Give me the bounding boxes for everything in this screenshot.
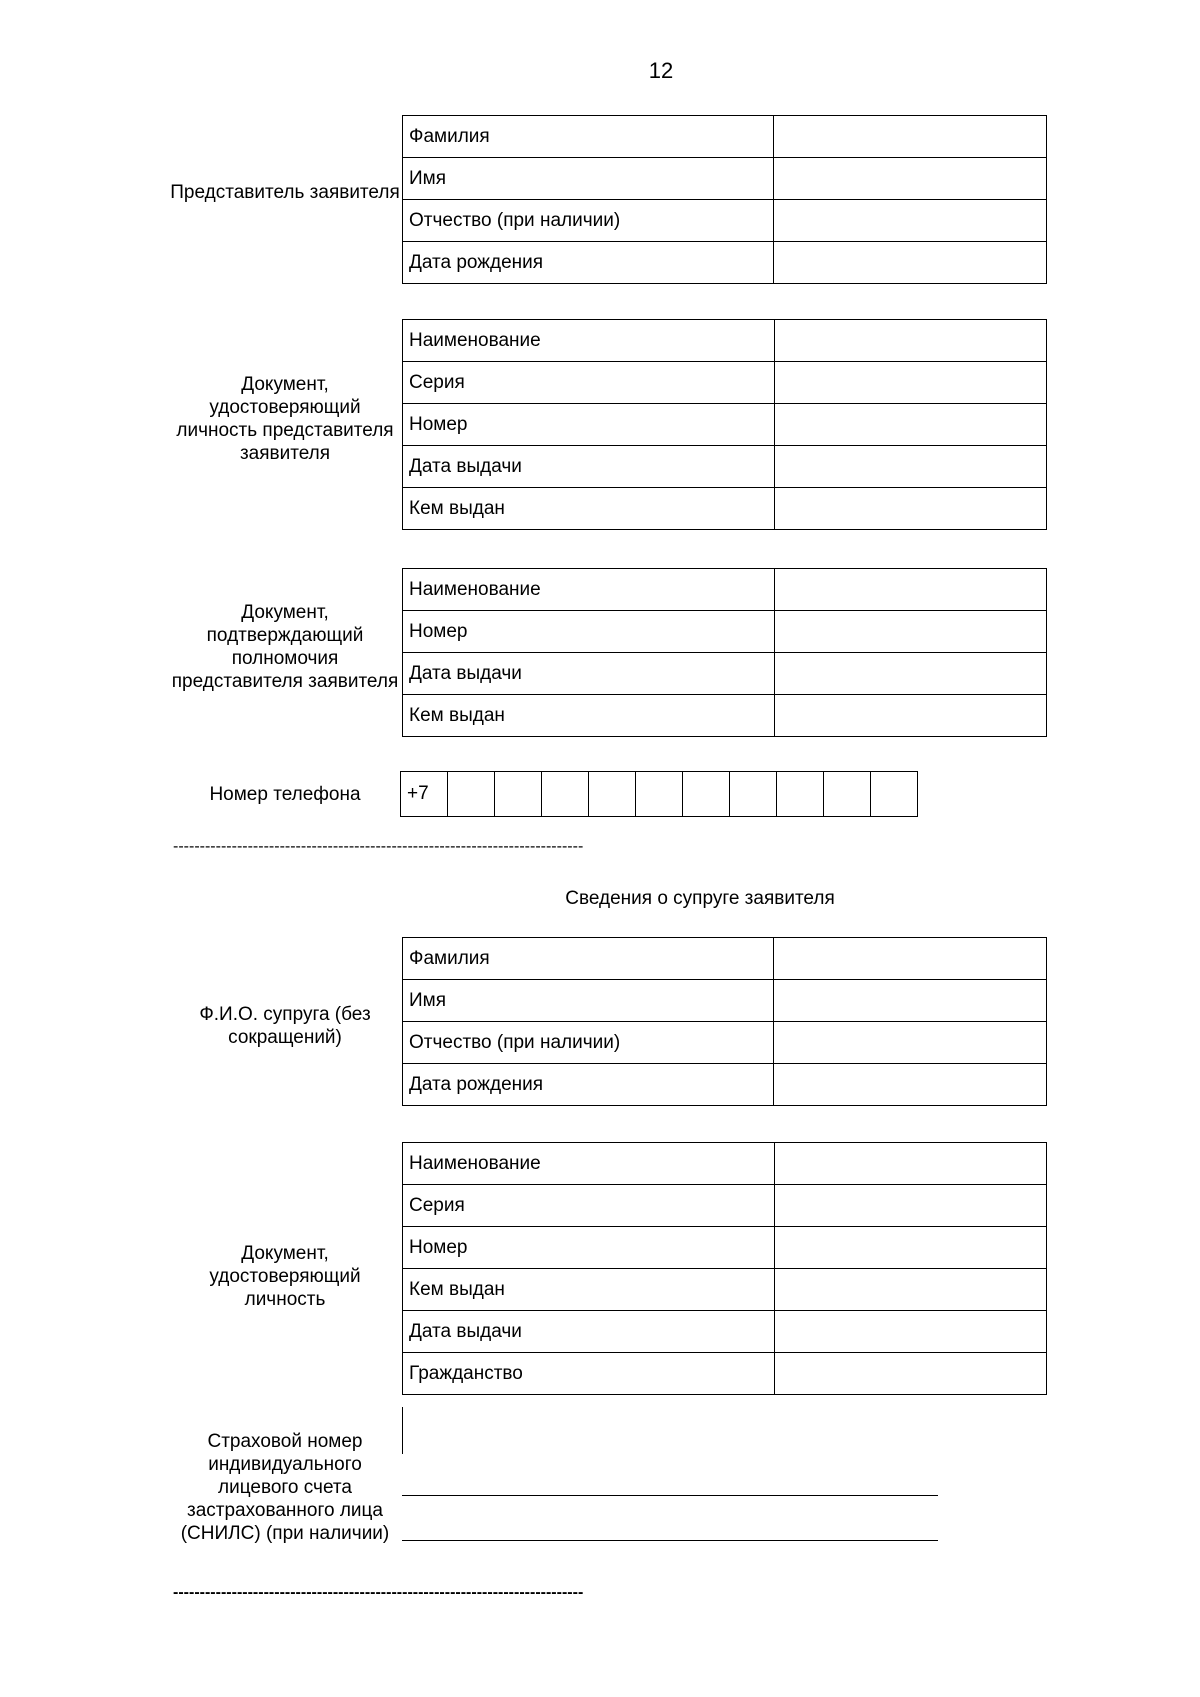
table-row: [403, 653, 1047, 695]
field-label: Дата выдачи: [403, 653, 775, 695]
field-label: Наименование: [403, 569, 775, 611]
representative-label: Представитель заявителя: [170, 182, 400, 203]
table-row: [403, 116, 1047, 158]
snils-label: Страховой номер индивидуального лицевого счета застрахованного лица (СНИЛС) (при наличии): [180, 1431, 390, 1544]
value-cell[interactable]: [774, 242, 1047, 284]
value-cell[interactable]: [774, 1353, 1046, 1395]
table-row: [403, 404, 1047, 446]
table-row: [403, 242, 1047, 284]
field-label: Фамилия: [403, 116, 774, 158]
phone-digit-cell[interactable]: [777, 772, 824, 817]
phone-digit-cell[interactable]: [683, 772, 730, 817]
value-cell[interactable]: [774, 938, 1047, 980]
separator-line: -----------------------------------------------------------------------------: [173, 1584, 584, 1601]
value-cell[interactable]: [774, 404, 1046, 446]
field-label: Серия: [403, 1185, 775, 1227]
value-cell[interactable]: [774, 488, 1046, 530]
representative-table: [402, 115, 1047, 284]
value-cell[interactable]: [774, 1143, 1046, 1185]
field-label: Гражданство: [403, 1353, 775, 1395]
phone-digit-cell[interactable]: [636, 772, 683, 817]
value-cell[interactable]: [774, 653, 1046, 695]
table-row: [403, 1064, 1047, 1106]
value-cell[interactable]: [774, 1064, 1047, 1106]
rep-identity-doc-label: Документ, удостоверяющий личность представителя заявителя: [176, 374, 394, 464]
value-cell[interactable]: [774, 446, 1046, 488]
separator-line: -----------------------------------------------------------------------------: [173, 838, 584, 855]
table-row: [403, 1022, 1047, 1064]
snils-left-border: [402, 1407, 403, 1454]
phone-prefix: +7: [401, 772, 448, 817]
phone-digit-cell[interactable]: [871, 772, 918, 817]
phone-digit-cell[interactable]: [448, 772, 495, 817]
value-cell[interactable]: [774, 980, 1047, 1022]
table-row: [403, 611, 1047, 653]
table-row: [403, 980, 1047, 1022]
spouse-identity-doc-table: [402, 1142, 1047, 1395]
field-label: Кем выдан: [403, 1269, 775, 1311]
field-label: Кем выдан: [403, 695, 775, 737]
snils-input-line[interactable]: [402, 1540, 938, 1541]
field-label: Кем выдан: [403, 488, 775, 530]
rep-authority-doc-label: Документ, подтверждающий полномочия представителя заявителя: [171, 602, 399, 692]
spouse-identity-doc-label: Документ, удостоверяющий личность: [209, 1243, 361, 1310]
table-row: [403, 362, 1047, 404]
value-cell[interactable]: [774, 611, 1046, 653]
value-cell[interactable]: [774, 320, 1046, 362]
phone-digit-cell[interactable]: [824, 772, 871, 817]
table-row: [403, 1311, 1047, 1353]
field-label: Отчество (при наличии): [403, 200, 774, 242]
field-label: Серия: [403, 362, 775, 404]
value-cell[interactable]: [774, 1311, 1046, 1353]
table-row: [403, 320, 1047, 362]
value-cell[interactable]: [774, 158, 1047, 200]
phone-digit-cell[interactable]: [730, 772, 777, 817]
table-row: [403, 1143, 1047, 1185]
value-cell[interactable]: [774, 1022, 1047, 1064]
table-row: [403, 1185, 1047, 1227]
table-row: [403, 569, 1047, 611]
table-row: [403, 488, 1047, 530]
value-cell[interactable]: [774, 1227, 1046, 1269]
table-row: [403, 446, 1047, 488]
field-label: Дата выдачи: [403, 446, 775, 488]
field-label: Дата рождения: [403, 1064, 774, 1106]
snils-input-line[interactable]: [402, 1495, 938, 1496]
field-label: Номер: [403, 1227, 775, 1269]
phone-digit-cell[interactable]: [495, 772, 542, 817]
field-label: Номер: [403, 611, 775, 653]
phone-label: Номер телефона: [209, 784, 361, 805]
phone-digit-cell[interactable]: [589, 772, 636, 817]
spouse-name-label: Ф.И.О. супруга (без сокращений): [199, 1004, 371, 1048]
phone-field: [400, 771, 918, 817]
field-label: Номер: [403, 404, 775, 446]
value-cell[interactable]: [774, 116, 1047, 158]
page-number: 12: [648, 58, 674, 83]
table-row: [403, 695, 1047, 737]
rep-identity-doc-table: [402, 319, 1047, 530]
table-row: [403, 158, 1047, 200]
phone-digit-cell[interactable]: [542, 772, 589, 817]
field-label: Имя: [403, 980, 774, 1022]
table-row: [403, 1269, 1047, 1311]
field-label: Отчество (при наличии): [403, 1022, 774, 1064]
value-cell[interactable]: [774, 362, 1046, 404]
value-cell[interactable]: [774, 1269, 1046, 1311]
field-label: Наименование: [403, 320, 775, 362]
rep-authority-doc-table: [402, 568, 1047, 737]
field-label: Фамилия: [403, 938, 774, 980]
value-cell[interactable]: [774, 695, 1046, 737]
value-cell[interactable]: [774, 1185, 1046, 1227]
table-row: [403, 200, 1047, 242]
field-label: Имя: [403, 158, 774, 200]
field-label: Дата рождения: [403, 242, 774, 284]
table-row: [403, 938, 1047, 980]
table-row: [403, 1353, 1047, 1395]
spouse-section-title: Сведения о супруге заявителя: [565, 888, 835, 909]
value-cell[interactable]: [774, 200, 1047, 242]
table-row: [403, 1227, 1047, 1269]
field-label: Дата выдачи: [403, 1311, 775, 1353]
field-label: Наименование: [403, 1143, 775, 1185]
spouse-name-table: [402, 937, 1047, 1106]
value-cell[interactable]: [774, 569, 1046, 611]
